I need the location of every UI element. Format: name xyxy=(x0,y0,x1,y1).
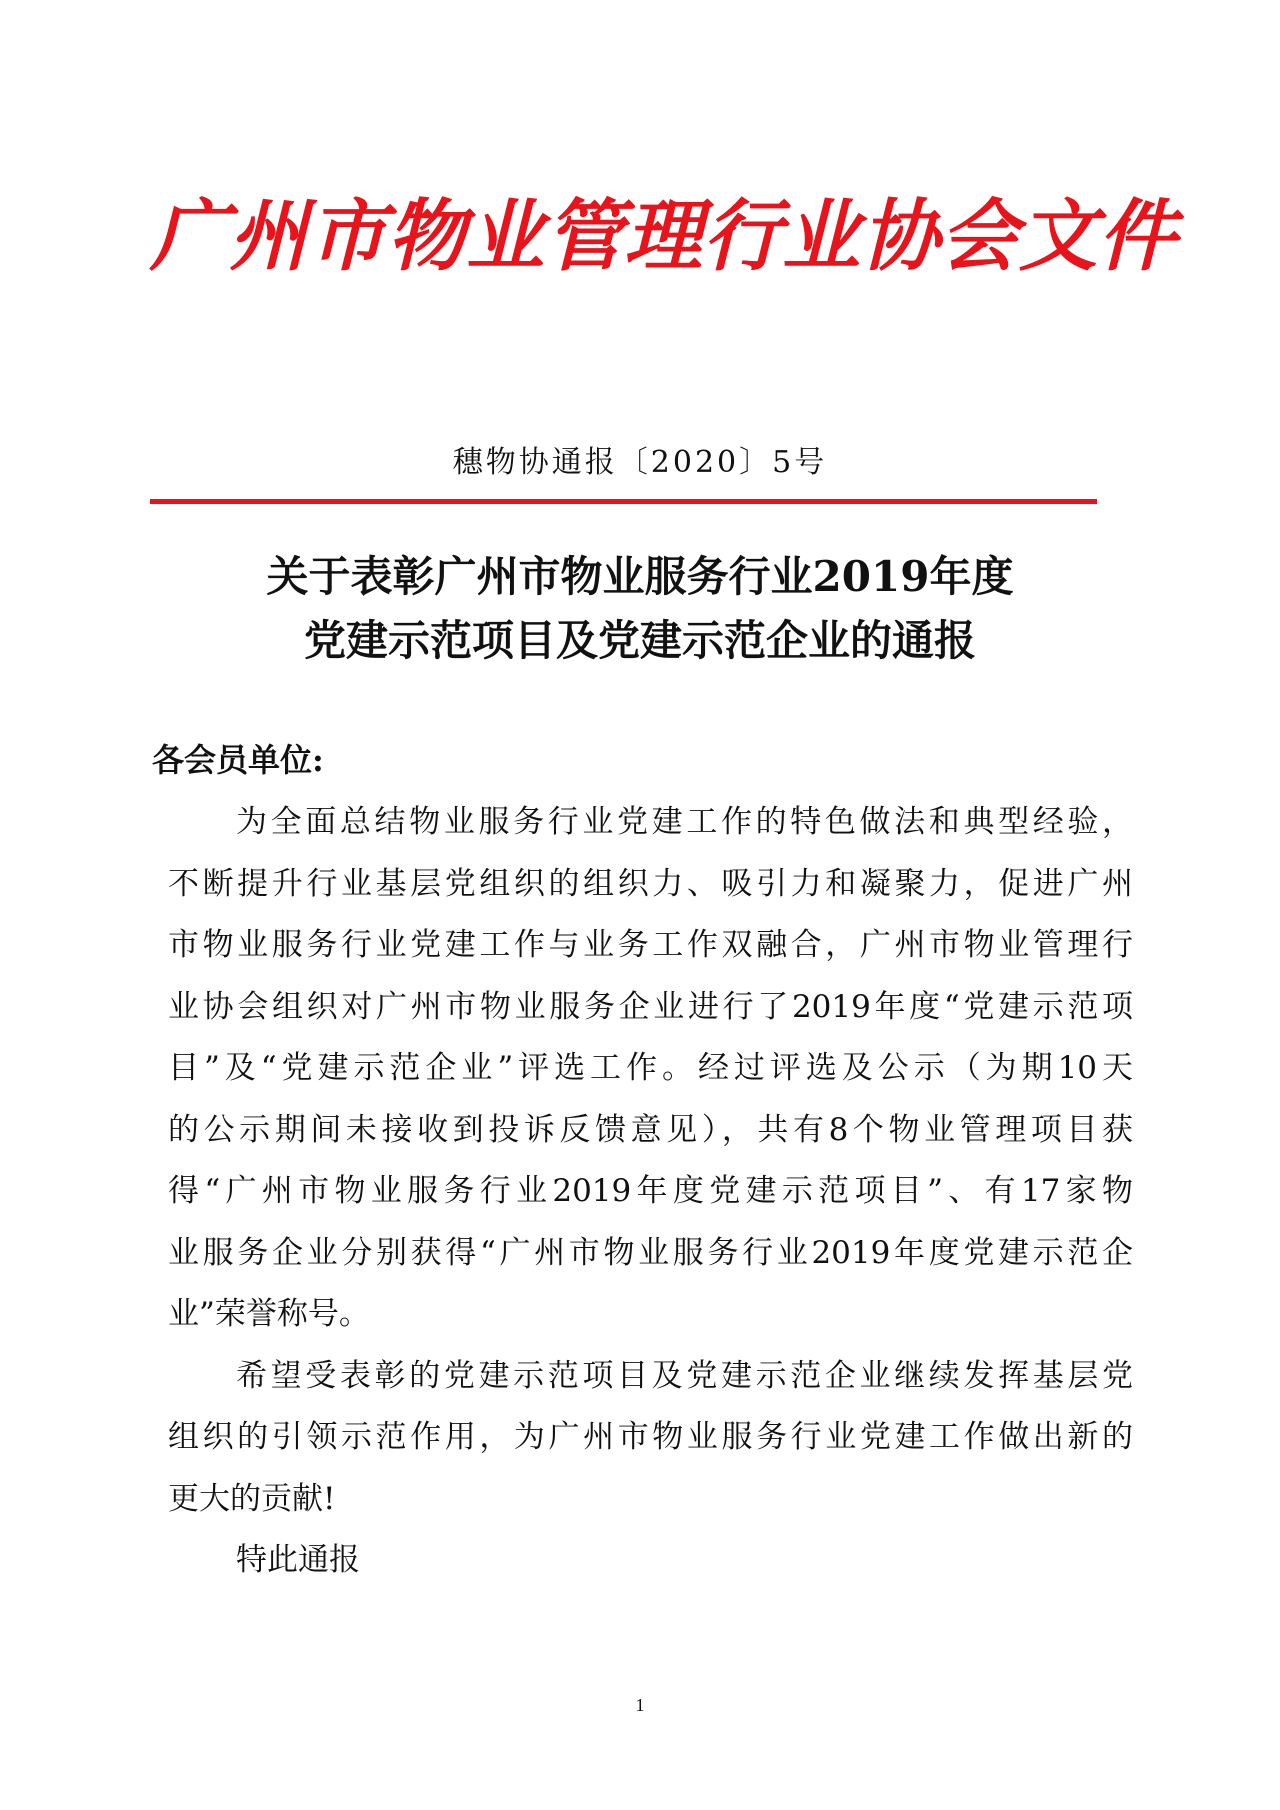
body-p1-line: 目”及“党建示范企业”评选工作。经过评选及公示（为期10天 xyxy=(168,1050,1133,1086)
body-p1-line: 得“广州市物业服务行业2019年度党建示范项目”、有17家物 xyxy=(168,1173,1133,1209)
document-number: 穗物协通报〔2020〕5号 xyxy=(452,445,828,480)
document-body xyxy=(168,792,1133,1592)
body-p2-line: 希望受表彰的党建示范项目及党建示范企业继续发挥基层党 xyxy=(236,1357,1133,1394)
salutation: 各会员单位: xyxy=(152,741,324,779)
document-title-line-2: 党建示范项目及党建示范企业的通报 xyxy=(303,616,976,665)
body-p1-line: 不断提升行业基层党组织的组织力、吸引力和凝聚力，促进广州 xyxy=(168,865,1133,902)
body-p1-line: 的公示期间未接收到投诉反馈意见），共有8个物业管理项目获 xyxy=(168,1111,1133,1148)
page-number: 1 xyxy=(635,1695,645,1715)
org-header-title: 广州市物业管理行业协会文件 xyxy=(150,192,1178,282)
document-title xyxy=(0,545,1280,673)
closing-line: 特此通报 xyxy=(236,1542,360,1578)
body-p2-line: 更大的贡献! xyxy=(168,1480,336,1517)
body-p2-line: 组织的引领示范作用，为广州市物业服务行业党建工作做出新的 xyxy=(168,1419,1133,1455)
body-p1-line: 业协会组织对广州市物业服务企业进行了2019年度“党建示范项 xyxy=(168,988,1133,1025)
red-divider-rule xyxy=(150,499,1097,504)
body-p1-line: 业服务企业分别获得“广州市物业服务行业2019年度党建示范企 xyxy=(168,1234,1133,1271)
body-p1-line: 业”荣誉称号。 xyxy=(168,1296,370,1332)
body-p1-line: 为全面总结物业服务行业党建工作的特色做法和典型经验， xyxy=(236,804,1133,840)
body-p1-line: 市物业服务行业党建工作与业务工作双融合，广州市物业管理行 xyxy=(168,927,1133,963)
document-title-line-1: 关于表彰广州市物业服务行业2019年度 xyxy=(266,552,1014,601)
